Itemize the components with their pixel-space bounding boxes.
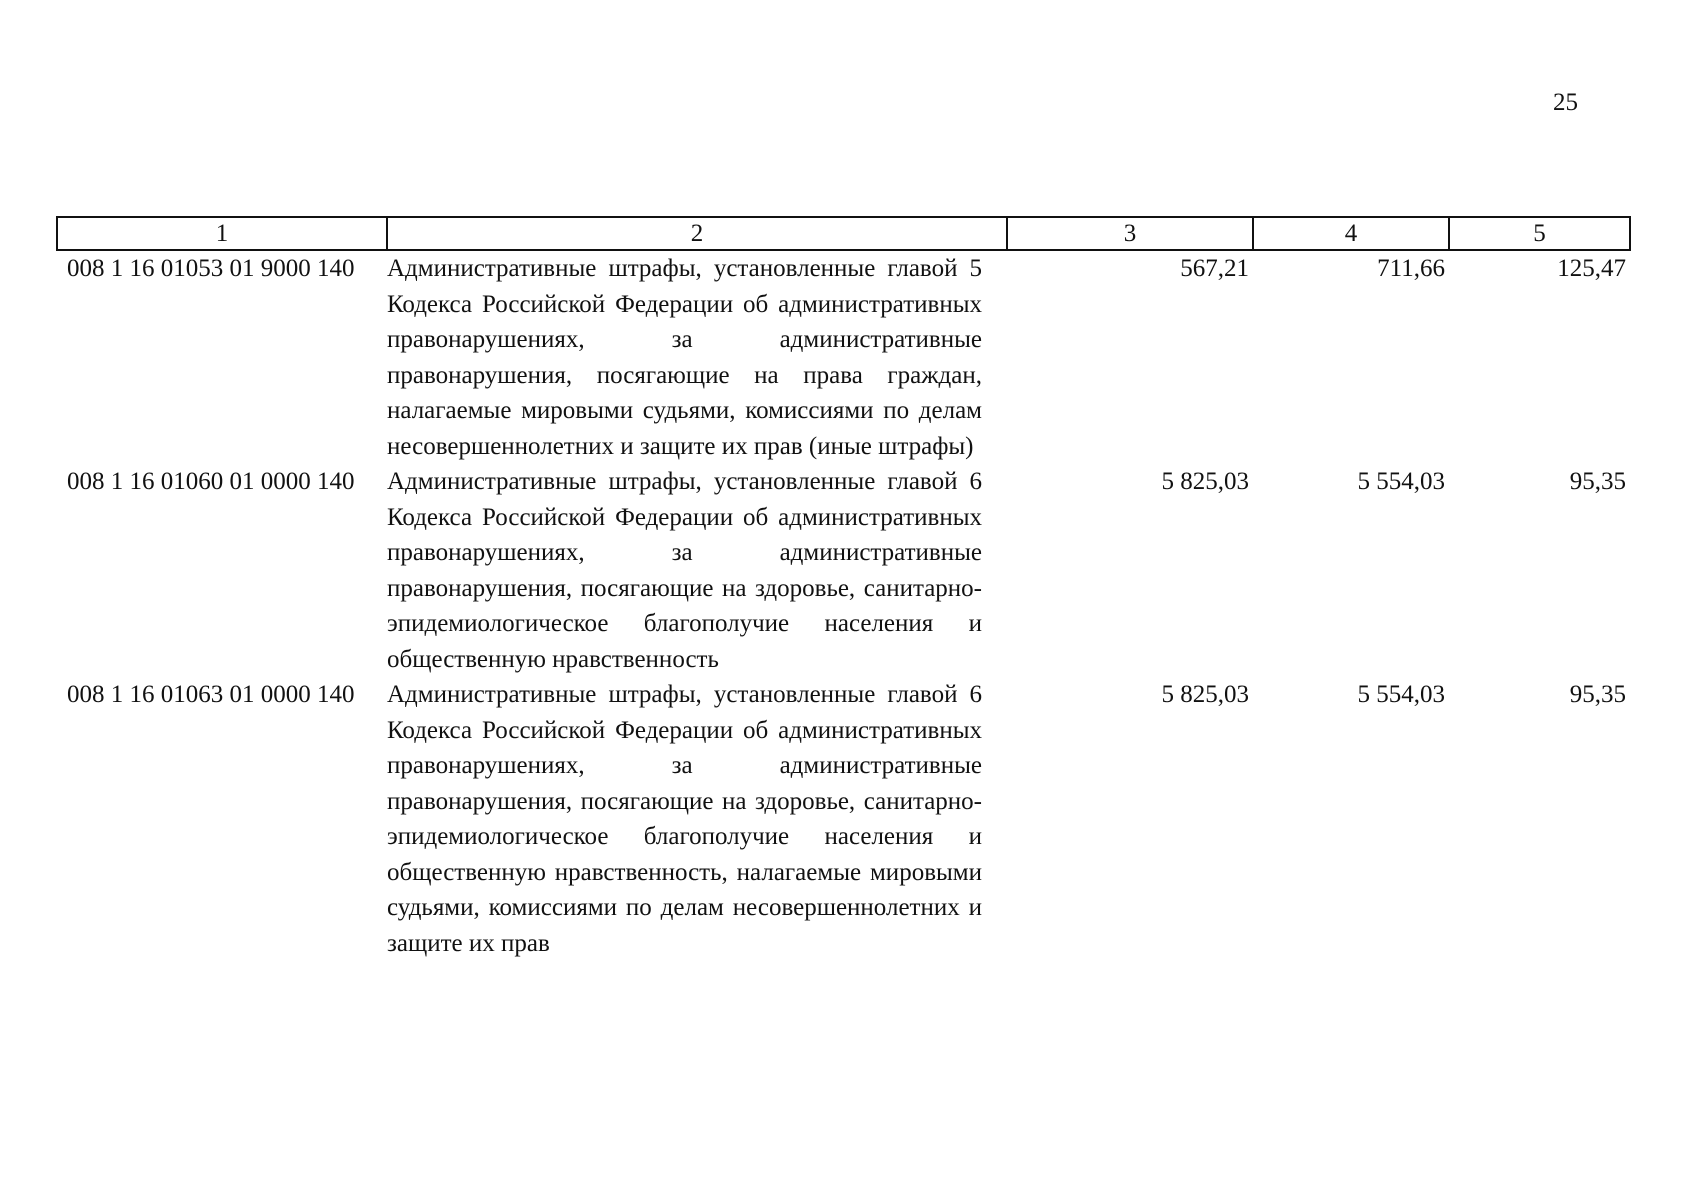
table-row xyxy=(57,250,1630,464)
value-col4-cell: 5 554,03 xyxy=(1357,468,1445,495)
table-body xyxy=(57,250,1630,961)
value-col5-cell: 95,35 xyxy=(1569,468,1626,495)
column-header-3: 3 xyxy=(1007,217,1253,250)
value-col5-cell: 95,35 xyxy=(1569,681,1626,708)
budget-code-cell: 008 1 16 01053 01 9000 140 xyxy=(67,255,355,282)
description-cell: Административные штрафы, установленные главой 6 Кодекса Российской Федерации об административных правонарушениях, за административные правонарушения, посягающие на здоровье, санитарно-эпидемиологическое благополучие населения и общественную нравственность xyxy=(387,468,982,673)
header-row xyxy=(57,217,1630,250)
column-header-2: 2 xyxy=(387,217,1007,250)
budget-table xyxy=(56,216,1631,961)
value-col5-cell: 125,47 xyxy=(1557,255,1626,282)
column-header-5: 5 xyxy=(1449,217,1630,250)
column-header-4: 4 xyxy=(1253,217,1449,250)
description-cell: Административные штрафы, установленные главой 6 Кодекса Российской Федерации об административных правонарушениях, за административные правонарушения, посягающие на здоровье, санитарно-эпидемиологическое благополучие населения и общественную нравственность, налагаемые мировыми судьями, комиссиями по делам несовершеннолетних и защите их прав xyxy=(387,681,982,957)
page-number: 25 xyxy=(1553,89,1578,116)
value-col3-cell: 567,21 xyxy=(1180,255,1249,282)
table-row xyxy=(57,464,1630,677)
column-header-1: 1 xyxy=(57,217,387,250)
table-row xyxy=(57,677,1630,961)
budget-code-cell: 008 1 16 01063 01 0000 140 xyxy=(67,681,355,708)
value-col3-cell: 5 825,03 xyxy=(1161,681,1249,708)
table-header xyxy=(57,217,1630,250)
value-col4-cell: 5 554,03 xyxy=(1357,681,1445,708)
value-col3-cell: 5 825,03 xyxy=(1161,468,1249,495)
description-cell: Административные штрафы, установленные главой 5 Кодекса Российской Федерации об административных правонарушениях, за административные правонарушения, посягающие на права граждан, налагаемые мировыми судьями, комиссиями по делам несовершеннолетних и защите их прав (иные штрафы) xyxy=(387,255,982,460)
budget-table-container xyxy=(56,216,1629,961)
budget-code-cell: 008 1 16 01060 01 0000 140 xyxy=(67,468,355,495)
value-col4-cell: 711,66 xyxy=(1377,255,1445,282)
